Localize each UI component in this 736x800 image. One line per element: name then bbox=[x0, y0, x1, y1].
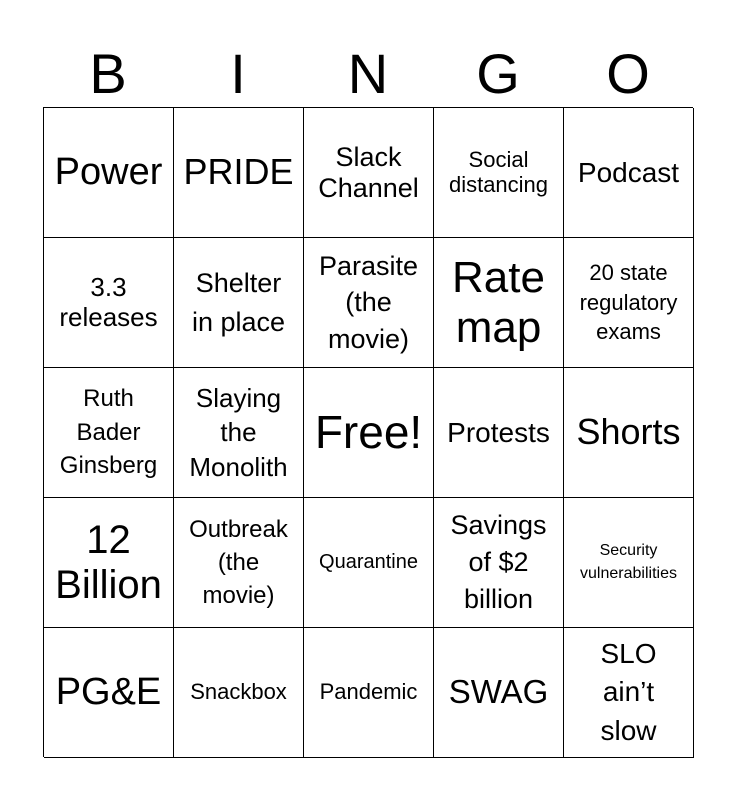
header-letter-b: B bbox=[89, 42, 127, 105]
bingo-cell[interactable] bbox=[44, 368, 174, 498]
bingo-cell[interactable] bbox=[434, 628, 564, 758]
cell-text: SWAG bbox=[448, 673, 549, 711]
cell-text: Quarantine bbox=[319, 551, 418, 574]
cell-text: Power bbox=[54, 151, 163, 194]
bingo-cell[interactable] bbox=[44, 628, 174, 758]
bingo-cell[interactable] bbox=[174, 368, 304, 498]
bingo-cell[interactable] bbox=[44, 498, 174, 628]
cell-text: 12 Billion bbox=[55, 517, 162, 607]
bingo-header bbox=[43, 40, 693, 108]
bingo-cell[interactable] bbox=[174, 628, 304, 758]
cell-text: Social distancing bbox=[448, 146, 549, 197]
cell-text: Free! bbox=[314, 405, 423, 458]
cell-text: Savings of $2 billion bbox=[450, 509, 547, 615]
header-letter-n: N bbox=[347, 42, 389, 105]
cell-text: Protests bbox=[447, 416, 550, 448]
bingo-cell[interactable] bbox=[564, 628, 694, 758]
bingo-cell[interactable] bbox=[434, 108, 564, 238]
bingo-cell[interactable] bbox=[304, 238, 434, 368]
bingo-cell[interactable] bbox=[564, 108, 694, 238]
cell-text: PG&E bbox=[55, 671, 162, 714]
bingo-cell[interactable] bbox=[434, 238, 564, 368]
cell-text: Outbreak (the movie) bbox=[189, 515, 288, 610]
bingo-cell[interactable] bbox=[564, 368, 694, 498]
cell-text: 20 state regulatory exams bbox=[579, 259, 678, 345]
bingo-cell[interactable] bbox=[304, 628, 434, 758]
cell-text: Shelter in place bbox=[191, 268, 286, 337]
cell-text: Rate map bbox=[452, 253, 545, 352]
header-letter-i: I bbox=[230, 42, 246, 105]
cell-text: Podcast bbox=[577, 156, 680, 188]
cell-text: Snackbox bbox=[190, 679, 287, 705]
bingo-cell[interactable] bbox=[44, 238, 174, 368]
bingo-cell[interactable] bbox=[174, 108, 304, 238]
bingo-cell[interactable] bbox=[434, 368, 564, 498]
cell-text: Slaying the Monolith bbox=[189, 383, 288, 482]
bingo-board bbox=[43, 107, 693, 757]
bingo-cell[interactable] bbox=[304, 368, 434, 498]
bingo-cell[interactable] bbox=[304, 108, 434, 238]
cell-text: Shorts bbox=[576, 411, 681, 453]
header-letter-g: G bbox=[476, 42, 520, 105]
header-letter-o: O bbox=[606, 42, 650, 105]
cell-text: 3.3 releases bbox=[59, 272, 158, 332]
bingo-cell[interactable] bbox=[564, 498, 694, 628]
cell-text: Ruth Bader Ginsberg bbox=[59, 385, 158, 480]
bingo-cell[interactable] bbox=[434, 498, 564, 628]
cell-text: Parasite (the movie) bbox=[318, 250, 419, 354]
cell-text: Security vulnerabilities bbox=[580, 542, 677, 582]
bingo-cell[interactable] bbox=[174, 498, 304, 628]
bingo-cell[interactable] bbox=[304, 498, 434, 628]
cell-text: SLO ain’t slow bbox=[600, 637, 657, 746]
cell-text: PRIDE bbox=[183, 151, 294, 193]
bingo-cell[interactable] bbox=[174, 238, 304, 368]
cell-text: Slack Channel bbox=[318, 142, 419, 203]
bingo-cell[interactable] bbox=[564, 238, 694, 368]
cell-text: Pandemic bbox=[319, 679, 418, 705]
bingo-cell[interactable] bbox=[44, 108, 174, 238]
